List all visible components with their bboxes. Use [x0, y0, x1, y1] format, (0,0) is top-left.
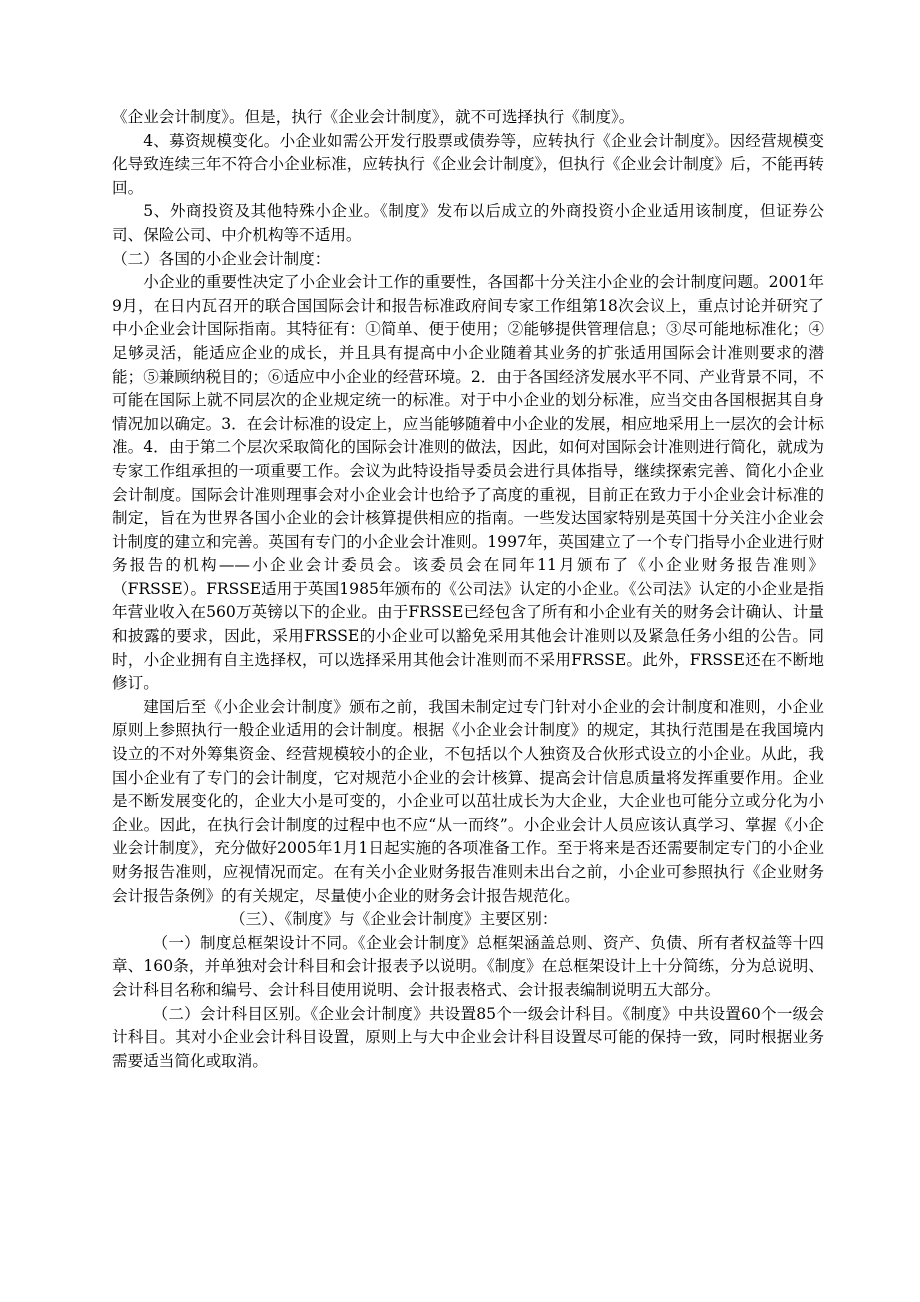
paragraph-6: （一）制度总框架设计不同。《企业会计制度》总框架涵盖总则、资产、负债、所有者权益等十四章、160条，并单独对会计科目和会计报表予以说明。《制度》在总框架设计上十分简练，分为总说明、会计科目名称和编号、会计科目使用说明、会计报表格式、会计报表编制说明五大部分。	[112, 933, 824, 999]
paragraph-1: 《企业会计制度》。但是，执行《企业会计制度》，就不可选择执行《制度》。	[112, 108, 635, 126]
paragraph-5: 建国后至《小企业会计制度》颁布之前，我国未制定过专门针对小企业的会计制度和准则，小企业原则上参照执行一般企业适用的会计制度。根据《小企业会计制度》的规定，其执行范围是在我国境内设立的不对外筹集资金、经营规模较小的企业，不包括以个人独资及合伙形式设立的小企业。从此，我国小企业有了专门的会计制度，它对规范小企业的会计核算、提高会计信息质量将发挥重要作用。企业是不断发展变化的，企业大小是可变的，小企业可以茁壮成长为大企业，大企业也可能分立或分化为小企业。因此，在执行会计制度的过程中也不应“从一而终”。小企业会计人员应该认真学习、掌握《小企业会计制度》，充分做好2005年1月1日起实施的各项准备工作。至于将来是否还需要制定专门的小企业财务报告准则，应视情况而定。在有关小企业财务报告准则未出台之前，小企业可参照执行《企业财务会计报告条例》的有关规定，尽量使小企业的财务会计报告规范化。	[112, 697, 824, 905]
paragraph-4: 小企业的重要性决定了小企业会计工作的重要性，各国都十分关注小企业的会计制度问题。2001年9月，在日内瓦召开的联合国国际会计和报告标准政府间专家工作组第18次会议上，重点讨论并研究了中小企业会计国际指南。其特征有：①简单、便于使用；②能够提供管理信息；③尽可能地标准化；④足够灵活，能适应企业的成长，并且具有提高中小企业随着其业务的扩张适用国际会计准则要求的潜能；⑤兼顾纳税目的；⑥适应中小企业的经营环境。2．由于各国经济发展水平不同、产业背景不同，不可能在国际上就不同层次的企业规定统一的标准。对于中小企业的划分标准，应当交由各国根据其自身情况加以确定。3．在会计标准的设定上，应当能够随着中小企业的发展，相应地采用上一层次的会计标准。4．由于第二个层次采取简化的国际会计准则的做法，因此，如何对国际会计准则进行简化，就成为专家工作组承担的一项重要工作。会议为此特设指导委员会进行具体指导，继续探索完善、简化小企业会计制度。国际会计准则理事会对小企业会计也给予了高度的重视，目前正在致力于小企业会计标准的制定，旨在为世界各国小企业的会计核算提供相应的指南。一些发达国家特别是英国十分关注小企业会计制度的建立和完善。英国有专门的小企业会计准则。1997年，英国建立了一个专门指导小企业进行财务报告的机构——小企业会计委员会。该委员会在同年11月颁布了《小企业财务报告准则》（FRSSE）。FRSSE适用于英国1985年颁布的《公司法》认定的小企业。《公司法》认定的小企业是指年营业收入在560万英镑以下的企业。由于FRSSE已经包含了所有和小企业有关的财务会计确认、计量和披露的要求，因此，采用FRSSE的小企业可以豁免采用其他会计准则以及紧急任务小组的公告。同时，小企业拥有自主选择权，可以选择采用其他会计准则而不采用FRSSE。此外，FRSSE还在不断地修订。	[112, 273, 824, 693]
section-heading-3: （三）、《制度》与《企业会计制度》主要区别：	[230, 910, 558, 929]
paragraph-7: （二）会计科目区别。《企业会计制度》共设置85个一级会计科目。《制度》中共设置60个一级会计科目。其对小企业会计科目设置，原则上与大中企业会计科目设置尽可能的保持一致，同时根据业务需要适当简化或取消。	[112, 1004, 824, 1070]
document-body	[112, 106, 824, 1073]
paragraph-3: 5、外商投资及其他特殊小企业。《制度》发布以后成立的外商投资小企业适用该制度，但证券公司、保险公司、中介机构等不适用。	[112, 202, 824, 244]
section-heading-2: （二）各国的小企业会计制度：	[112, 249, 331, 268]
paragraph-2: 4、募资规模变化。小企业如需公开发行股票或债券等，应转执行《企业会计制度》。因经营规模变化导致连续三年不符合小企业标准，应转执行《企业会计制度》，但执行《企业会计制度》后，不能再转回。	[112, 131, 824, 197]
